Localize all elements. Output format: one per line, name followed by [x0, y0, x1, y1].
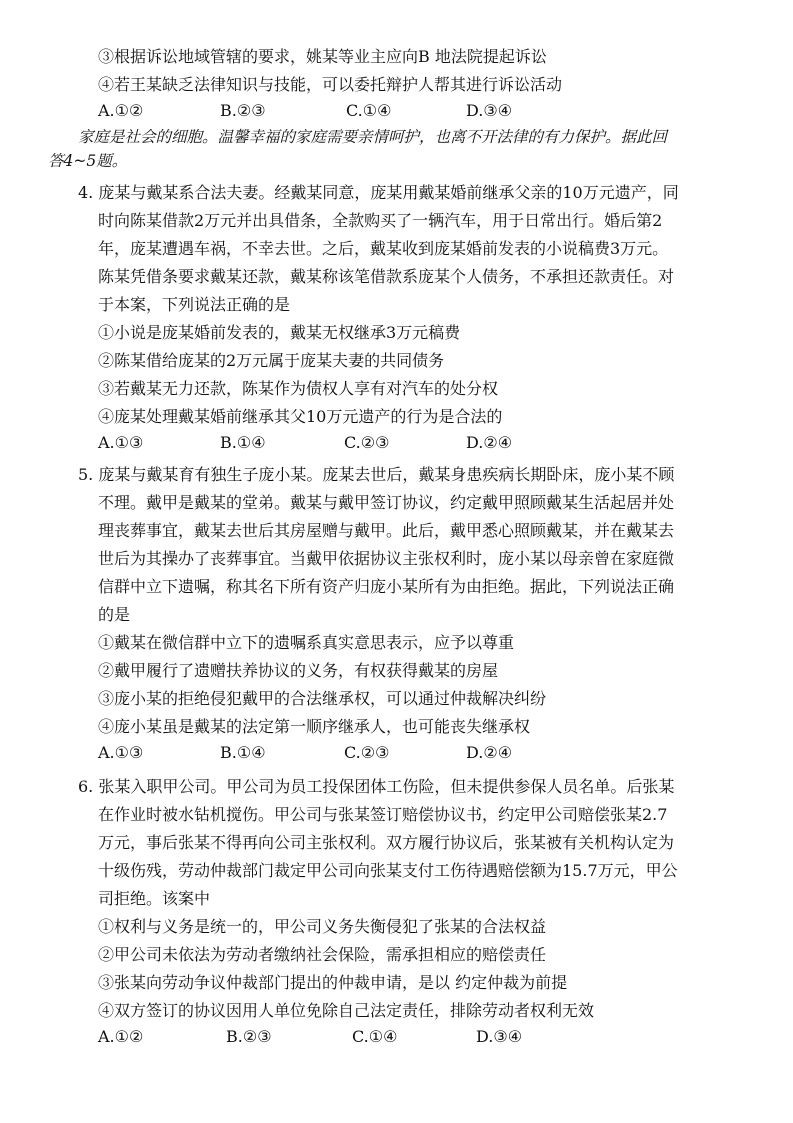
q4-option-c: C.②③: [344, 433, 390, 452]
q6-statement-1: ①权利与义务是统一的，甲公司义务失衡侵犯了张某的合法权益: [98, 917, 547, 936]
q5-text-line: 信群中立下遗嘱，称其名下所有资产归庞小某所有为由拒绝。据此，下列说法正确: [98, 577, 675, 596]
q5-text-line: 世后为其操办了丧葬事宜。当戴甲依据协议主张权利时，庞小某以母亲曾在家庭微: [98, 549, 675, 568]
prev-statement-3: ③根据诉讼地域管辖的要求，姚某等业主应向B 地法院提起诉讼: [98, 47, 547, 66]
q4-text-line: 4. 庞某与戴某系合法夫妻。经戴某同意，庞某用戴某婚前继承父亲的10万元遗产，同: [78, 183, 679, 202]
q5-text-line: 的是: [98, 605, 131, 624]
q6-option-b: B.②③: [226, 1027, 272, 1046]
prev-option-b: B.②③: [220, 101, 266, 120]
q6-statement-3: ③张某向劳动争议仲裁部门提出的仲裁申请，是以 约定仲裁为前提: [98, 973, 568, 992]
prev-option-c: C.①④: [346, 101, 392, 120]
group-intro-line-1: 家庭是社会的细胞。温馨幸福的家庭需要亲情呵护，也离不开法律的有力保护。据此回: [78, 128, 668, 146]
q6-text-line: 万元，事后张某不得再向公司主张权利。双方履行协议后，张某被有关机构认定为: [98, 833, 675, 852]
q5-option-d: D.②④: [466, 743, 513, 762]
prev-statement-4: ④若王某缺乏法律知识与技能，可以委托辩护人帮其进行诉讼活动: [98, 75, 563, 94]
q4-statement-4: ④庞某处理戴某婚前继承其父10万元遗产的行为是合法的: [98, 407, 503, 426]
prev-option-a: A.①②: [98, 101, 144, 120]
q6-text-line: 在作业时被水钻机搅伤。甲公司与张某签订赔偿协议书，约定甲公司赔偿张某2.7: [98, 805, 668, 824]
q5-text-line: 5. 庞某与戴某育有独生子庞小某。庞某去世后，戴某身患疾病长期卧床，庞小某不顾: [78, 465, 675, 484]
q4-option-d: D.②④: [466, 433, 513, 452]
q5-statement-4: ④庞小某虽是戴某的法定第一顺序继承人，也可能丧失继承权: [98, 717, 531, 736]
q5-text-line: 不理。戴甲是戴某的堂弟。戴某与戴甲签订协议，约定戴甲照顾戴某生活起居并处: [98, 493, 675, 512]
q5-statement-1: ①戴某在微信群中立下的遗嘱系真实意思表示，应予以尊重: [98, 633, 515, 652]
q5-option-c: C.②③: [344, 743, 390, 762]
q4-option-a: A.①③: [98, 433, 144, 452]
q6-statement-4: ④双方签订的协议因用人单位免除自己法定责任，排除劳动者权利无效: [98, 1001, 595, 1020]
q6-option-d: D.③④: [476, 1027, 523, 1046]
q6-text-line: 司拒绝。该案中: [98, 889, 211, 908]
q6-text-line: 十级伤残，劳动仲裁部门裁定甲公司向张某支付工伤待遇赔偿额为15.7万元，甲公: [98, 861, 678, 880]
q6-statement-2: ②甲公司未依法为劳动者缴纳社会保险，需承担相应的赔偿责任: [98, 945, 547, 964]
q5-statement-3: ③庞小某的拒绝侵犯戴甲的合法继承权，可以通过仲裁解决纠纷: [98, 689, 547, 708]
q6-option-c: C.①④: [352, 1027, 398, 1046]
q5-statement-2: ②戴甲履行了遗赠扶养协议的义务，有权获得戴某的房屋: [98, 661, 499, 680]
q4-text-line: 于本案，下列说法正确的是: [98, 295, 291, 314]
q4-statement-3: ③若戴某无力还款，陈某作为债权人享有对汽车的处分权: [98, 379, 499, 398]
q4-option-b: B.①④: [220, 433, 266, 452]
q4-statement-2: ②陈某借给庞某的2万元属于庞某夫妻的共同债务: [98, 351, 445, 370]
q4-text-line: 时向陈某借款2万元并出具借条，全款购买了一辆汽车，用于日常出行。婚后第2: [98, 211, 663, 230]
q6-option-a: A.①②: [98, 1027, 144, 1046]
q5-option-b: B.①④: [220, 743, 266, 762]
q4-text-line: 年，庞某遭遇车祸，不幸去世。之后，戴某收到庞某婚前发表的小说稿费3万元。: [98, 239, 669, 258]
prev-option-d: D.③④: [466, 101, 513, 120]
q4-statement-1: ①小说是庞某婚前发表的，戴某无权继承3万元稿费: [98, 323, 461, 342]
q5-option-a: A.①③: [98, 743, 144, 762]
q5-text-line: 理丧葬事宜，戴某去世后其房屋赠与戴甲。此后，戴甲悉心照顾戴某，并在戴某去: [98, 521, 675, 540]
q6-text-line: 6. 张某入职甲公司。甲公司为员工投保团体工伤险，但未提供参保人员名单。后张某: [78, 777, 675, 796]
group-intro-line-2: 答4~5题。: [48, 152, 128, 170]
q4-text-line: 陈某凭借条要求戴某还款，戴某称该笔借款系庞某个人债务，不承担还款责任。对: [98, 267, 675, 286]
